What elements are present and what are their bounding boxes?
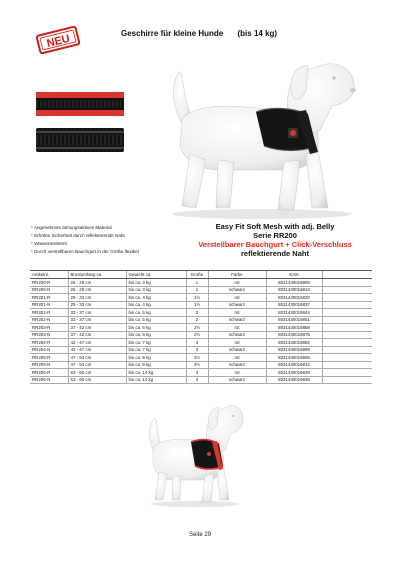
cell-weight: bis ca. 6 kg [126, 324, 186, 332]
cell-article: RR201-R [30, 294, 68, 302]
col-header-chest: Brustumfang ca. [68, 271, 126, 279]
feature-list [31, 224, 139, 256]
cell-extra [322, 294, 372, 302]
cell-weight: bis ca. 5 kg [126, 309, 186, 317]
size-table [30, 270, 372, 384]
table-row [30, 286, 372, 294]
cell-weight: bis ca. 7 kg [126, 339, 186, 347]
cell-size: 3 [186, 339, 208, 347]
cell-article: RR205-N [30, 361, 68, 369]
new-stamp-text: NEU [45, 32, 72, 51]
cell-article: RR201-N [30, 301, 68, 309]
cell-extra [322, 301, 372, 309]
feature-item: * Erhöhte Sicherheit durch reflektierende Naht [31, 232, 139, 240]
cell-color: rot [208, 279, 266, 287]
table-row [30, 301, 372, 309]
cell-extra [322, 286, 372, 294]
dog-black-harness-image [160, 42, 365, 222]
cell-ean: 8031430016875 [266, 331, 322, 339]
cell-weight: bis ca. 14 kg [126, 369, 186, 377]
cell-weight: bis ca. 9 kg [126, 354, 186, 362]
cell-chest: 42 - 47 cm [68, 346, 126, 354]
cell-weight: bis ca. 5 kg [126, 316, 186, 324]
cell-size: 4 [186, 369, 208, 377]
cell-article: RR206-N [30, 376, 68, 384]
cell-article: RR202-R [30, 309, 68, 317]
cell-ean: 8031430016844 [266, 309, 322, 317]
new-stamp-icon [34, 26, 82, 54]
cell-ean: 8031430016912 [266, 361, 322, 369]
cell-size: 3 [186, 346, 208, 354]
page-number: Seite 29 [188, 532, 212, 538]
table-row [30, 331, 372, 339]
cell-size: 3½ [186, 361, 208, 369]
cell-weight: bis ca. 14 kg [126, 376, 186, 384]
cell-color: rot [208, 369, 266, 377]
cell-size: 2½ [186, 324, 208, 332]
cell-size: 1 [186, 286, 208, 294]
cell-chest: 29 - 33 cm [68, 294, 126, 302]
cell-ean: 8031430016820 [266, 294, 322, 302]
table-row [30, 324, 372, 332]
cell-article: RR204-R [30, 339, 68, 347]
cell-weight: bis ca. 4 kg [126, 301, 186, 309]
cell-chest: 25 - 29 cm [68, 286, 126, 294]
product-subtitle: reflektierende Naht [241, 249, 309, 258]
cell-extra [322, 354, 372, 362]
cell-size: 2 [186, 316, 208, 324]
table-row [30, 346, 372, 354]
page-title-main: Geschirre für kleine Hunde [121, 29, 224, 38]
cell-chest: 33 - 37 cm [68, 316, 126, 324]
cell-extra [322, 376, 372, 384]
table-row [30, 294, 372, 302]
table-row [30, 279, 372, 287]
cell-chest: 47 - 53 cm [68, 354, 126, 362]
cell-ean: 8031430016868 [266, 324, 322, 332]
page-title-weight: (bis 14 kg) [237, 29, 278, 38]
col-header-ean: EAN [266, 271, 322, 279]
cell-color: rot [208, 339, 266, 347]
cell-extra [322, 346, 372, 354]
cell-weight: bis ca. 3 kg [126, 286, 186, 294]
table-row [30, 354, 372, 362]
cell-ean: 8031430016905 [266, 354, 322, 362]
cell-ean: 8031430016813 [266, 286, 322, 294]
cell-chest: 29 - 33 cm [68, 301, 126, 309]
cell-article: RR200-R [30, 279, 68, 287]
cell-chest: 53 - 60 cm [68, 376, 126, 384]
cell-extra [322, 316, 372, 324]
cell-chest: 42 - 47 cm [68, 339, 126, 347]
cell-size: 1½ [186, 301, 208, 309]
col-header-weight: Gewicht ca. [126, 271, 186, 279]
cell-article: RR200-N [30, 286, 68, 294]
cell-extra [322, 309, 372, 317]
cell-chest: 37 - 42 cm [68, 324, 126, 332]
cell-extra [322, 324, 372, 332]
cell-ean: 8031430016899 [266, 346, 322, 354]
feature-item: * Wasserresistent [31, 240, 139, 248]
cell-size: 3½ [186, 354, 208, 362]
cell-chest: 33 - 37 cm [68, 309, 126, 317]
col-header-article: Artikelnr. [30, 271, 68, 279]
table-row [30, 309, 372, 317]
feature-item: * Angenehmes atmungsaktives Material [31, 224, 139, 232]
cell-chest: 25 - 29 cm [68, 279, 126, 287]
dog-red-harness-image [145, 392, 245, 510]
cell-chest: 37 - 42 cm [68, 331, 126, 339]
red-mesh-strap-swatch [36, 92, 124, 116]
table-row [30, 339, 372, 347]
cell-extra [322, 339, 372, 347]
cell-ean: 8031430016929 [266, 369, 322, 377]
cell-extra [322, 361, 372, 369]
cell-color: schwarz [208, 301, 266, 309]
cell-weight: bis ca. 3 kg [126, 279, 186, 287]
cell-size: 2 [186, 309, 208, 317]
cell-article: RR205-R [30, 354, 68, 362]
cell-ean: 8031430016851 [266, 316, 322, 324]
product-name: Easy Fit Soft Mesh with adj. Belly [215, 222, 335, 231]
cell-weight: bis ca. 7 kg [126, 346, 186, 354]
cell-weight: bis ca. 6 kg [126, 331, 186, 339]
feature-item: * Durch verstellbaren Bauchgurt in der Größe flexibel [31, 248, 139, 256]
col-header-color: Farbe [208, 271, 266, 279]
product-highlight: Verstellbarer Bauchgurt + Click-Verschluss [198, 240, 352, 249]
product-heading [175, 222, 375, 258]
page-title [121, 29, 289, 38]
col-header-extra [322, 271, 372, 279]
cell-color: rot [208, 294, 266, 302]
cell-extra [322, 279, 372, 287]
table-header-row [30, 271, 372, 279]
cell-weight: bis ca. 4 kg [126, 294, 186, 302]
cell-chest: 47 - 53 cm [68, 361, 126, 369]
cell-color: schwarz [208, 376, 266, 384]
cell-ean: 8031430016882 [266, 339, 322, 347]
cell-color: rot [208, 354, 266, 362]
table-row [30, 361, 372, 369]
cell-ean: 8031430016806 [266, 279, 322, 287]
black-mesh-strap-swatch [36, 128, 124, 152]
cell-article: RR202-N [30, 316, 68, 324]
cell-chest: 53 - 60 cm [68, 369, 126, 377]
cell-article: RR203-N [30, 331, 68, 339]
cell-color: schwarz [208, 316, 266, 324]
cell-article: RR206-R [30, 369, 68, 377]
cell-article: RR204-N [30, 346, 68, 354]
cell-color: schwarz [208, 331, 266, 339]
col-header-size: Größe [186, 271, 208, 279]
cell-size: 4 [186, 376, 208, 384]
cell-color: rot [208, 324, 266, 332]
cell-extra [322, 331, 372, 339]
cell-size: 1½ [186, 294, 208, 302]
cell-color: schwarz [208, 361, 266, 369]
table-row [30, 369, 372, 377]
cell-ean: 8031430016837 [266, 301, 322, 309]
cell-ean: 8031430016936 [266, 376, 322, 384]
cell-article: RR203-R [30, 324, 68, 332]
table-row [30, 316, 372, 324]
cell-weight: bis ca. 9 kg [126, 361, 186, 369]
table-row [30, 376, 372, 384]
cell-size: 1 [186, 279, 208, 287]
product-series: Serie RR200 [253, 231, 297, 240]
cell-extra [322, 369, 372, 377]
cell-size: 2½ [186, 331, 208, 339]
cell-color: schwarz [208, 286, 266, 294]
cell-color: schwarz [208, 346, 266, 354]
cell-color: rot [208, 309, 266, 317]
